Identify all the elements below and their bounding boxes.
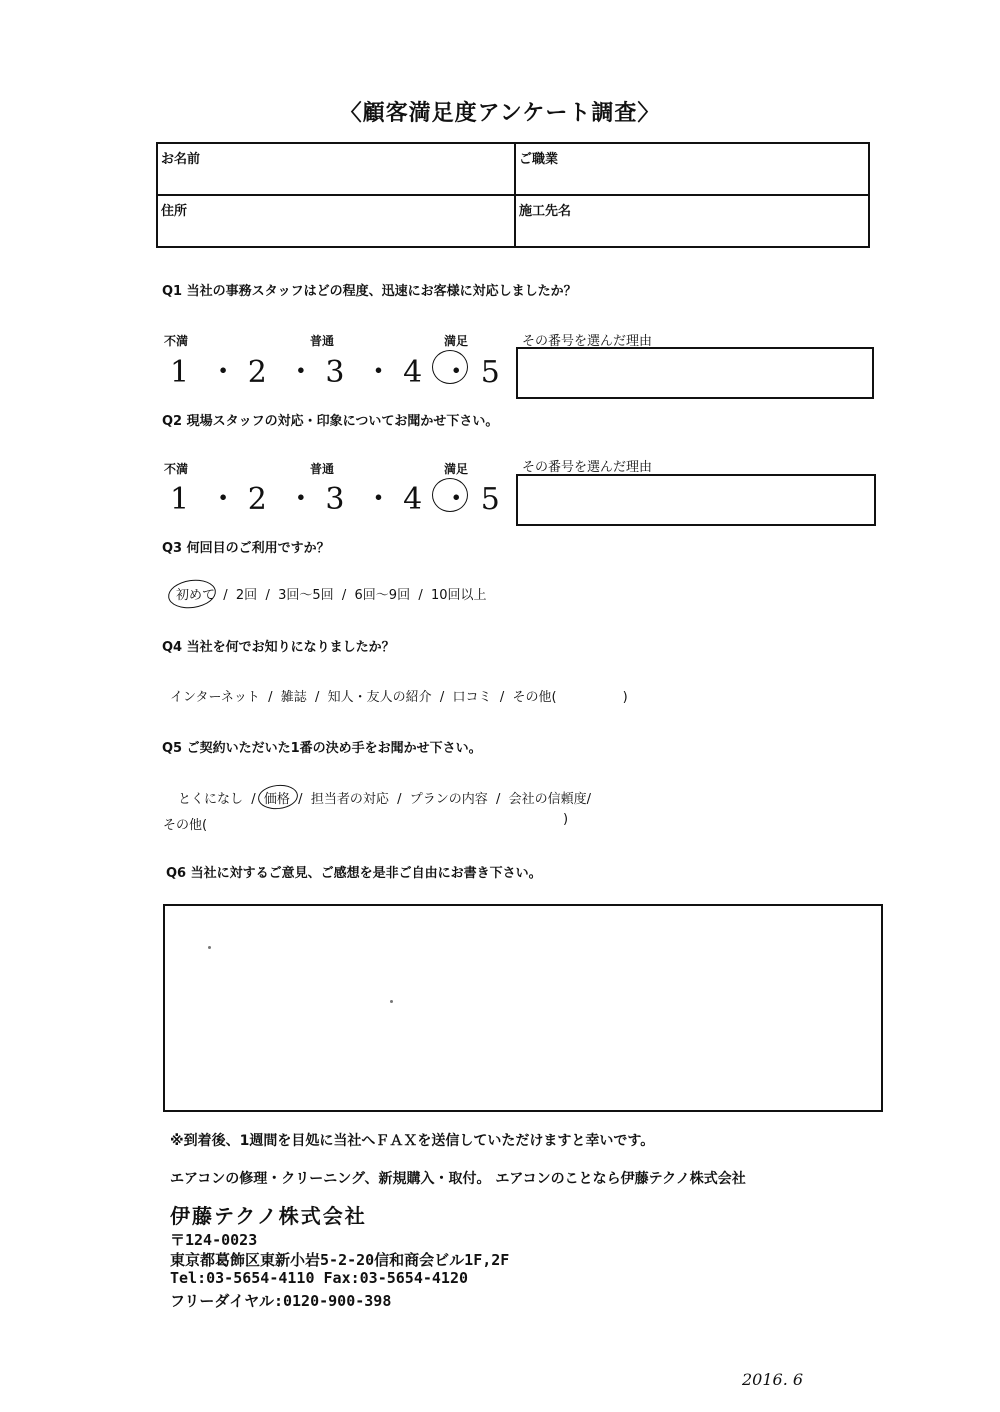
- q6-question: Q6 当社に対するご意見、ご感想を是非ご自由にお書き下さい。: [166, 866, 542, 881]
- q1-reason-label: その番号を選んだ理由: [522, 334, 653, 349]
- q2-label-mid: 普通: [310, 462, 335, 476]
- q1-label-low: 不満: [164, 334, 189, 348]
- customer-info-table: [156, 142, 870, 248]
- q2-reason-box[interactable]: [516, 474, 876, 526]
- postal-code: 〒124-0023: [170, 1231, 258, 1249]
- address-field[interactable]: [158, 196, 516, 246]
- q1-selected-circle: [432, 350, 468, 384]
- job-label: ご職業: [519, 152, 559, 167]
- contractor-label: 施工先名: [519, 204, 572, 219]
- q1-label-high: 満足: [444, 334, 469, 348]
- q2-rating-scale[interactable]: 1 ・ 2 ・ 3 ・ 4 ・ 5: [170, 482, 500, 517]
- q6-comment-box[interactable]: [163, 904, 883, 1112]
- q5-other-label: その他(: [163, 818, 208, 833]
- company-address: 東京都葛飾区東新小岩5-2-20信和商会ビル1F,2F: [170, 1251, 510, 1269]
- address-label: 住所: [161, 204, 188, 219]
- page-title: 〈顧客満足度アンケート調査〉: [339, 101, 661, 126]
- q2-selected-circle: [432, 478, 468, 512]
- contractor-field[interactable]: [516, 196, 868, 246]
- q5-options[interactable]: とくになし / 価格 / 担当者の対応 / プランの内容 / 会社の信頼度/: [178, 792, 592, 807]
- q1-rating-scale[interactable]: 1 ・ 2 ・ 3 ・ 4 ・ 5: [170, 355, 500, 390]
- q3-question: Q3 何回目のご利用ですか？: [162, 541, 330, 556]
- speck: [390, 1000, 393, 1003]
- job-field[interactable]: [516, 144, 868, 196]
- tel-fax: Tel:03-5654-4110 Fax:03-5654-4120: [170, 1269, 469, 1287]
- q1-question: Q1 当社の事務スタッフはどの程度、迅速にお客様に対応しましたか？: [162, 284, 577, 299]
- company-name: 伊藤テクノ株式会社: [170, 1204, 367, 1228]
- q2-label-high: 満足: [444, 462, 469, 476]
- q1-label-mid: 普通: [310, 334, 335, 348]
- q2-reason-label: その番号を選んだ理由: [522, 460, 653, 475]
- q4-question: Q4 当社を何でお知りになりましたか？: [162, 640, 395, 655]
- q2-label-low: 不満: [164, 462, 189, 476]
- name-field[interactable]: [158, 144, 516, 196]
- name-label: お名前: [161, 152, 201, 167]
- q3-options[interactable]: 初めて / 2回 / 3回～5回 / 6回～9回 / 10回以上: [176, 588, 487, 603]
- q4-options[interactable]: インターネット / 雑誌 / 知人・友人の紹介 / 口コミ / その他( ): [170, 690, 628, 705]
- q5-question: Q5 ご契約いただいた1番の決め手をお聞かせ下さい。: [162, 741, 482, 756]
- speck: [208, 946, 211, 949]
- fax-note: ※到着後、1週間を目処に当社へＦＡＸを送信していただけますと幸いです。: [170, 1133, 655, 1149]
- q5-other-close: ): [563, 812, 569, 827]
- company-tagline: エアコンの修理・クリーニング、新規購入・取付。 エアコンのことなら伊藤テクノ株式会社: [170, 1171, 746, 1187]
- q2-question: Q2 現場スタッフの対応・印象についてお聞かせ下さい。: [162, 414, 499, 429]
- free-dial: フリーダイヤル:0120-900-398: [170, 1292, 392, 1310]
- q1-reason-box[interactable]: [516, 347, 874, 399]
- q3-selected-circle: [166, 577, 217, 611]
- handwritten-date: 2016. 6: [742, 1370, 804, 1389]
